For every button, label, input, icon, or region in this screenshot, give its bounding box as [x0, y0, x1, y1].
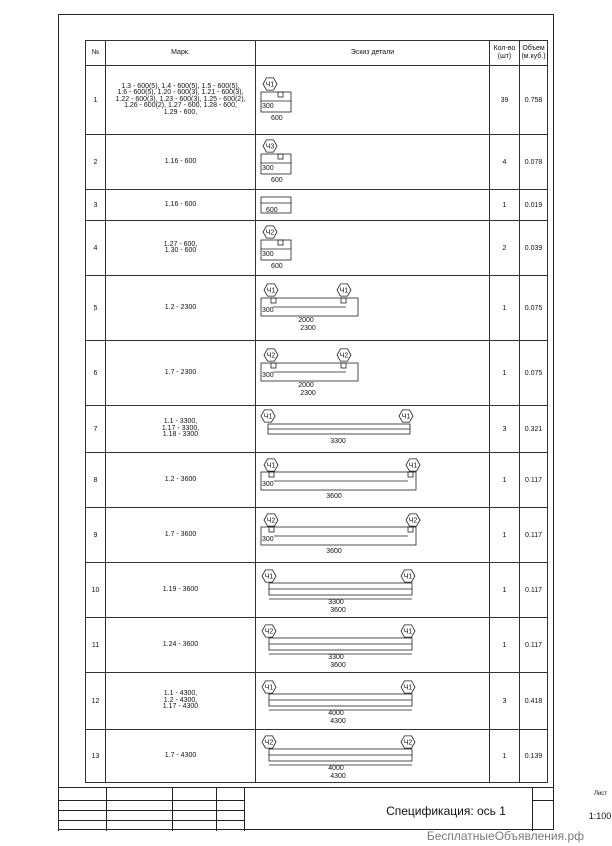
dim-2: 2300 — [300, 390, 316, 397]
sketch-tag-right: Ч2 — [408, 517, 418, 525]
sketch-cell — [256, 135, 490, 190]
mark-line: 1.1 - 3300, — [163, 418, 198, 426]
sketch-tag-left: Ч2 — [266, 352, 276, 360]
part-sketch — [256, 730, 490, 782]
mark-line: 1.30 - 600 — [164, 247, 197, 254]
sketch-tag-left: Ч1 — [264, 684, 274, 692]
sketch-tag-left: Ч2 — [264, 628, 274, 636]
mark-line: 1.26 - 600(2), 1.27 - 600, 1.28 - 600, — [124, 102, 237, 110]
mark-line: 1.24 - 3600 — [162, 640, 199, 648]
mark-cell — [106, 673, 256, 730]
sheet-scale: 1:100 — [588, 811, 612, 821]
mark-line: 1.2 - 2300 — [164, 303, 197, 311]
mark-line: 1.18 - 3300 — [162, 431, 199, 439]
dim-1: 3300 — [328, 654, 344, 661]
mark-line: 1.22 - 600(3), 1.23 - 600(3), 1.25 - 600(2), — [115, 95, 246, 103]
header-num: № — [86, 41, 106, 66]
table-row — [86, 135, 548, 190]
mark-cell — [106, 341, 256, 406]
title-block — [58, 787, 612, 831]
sketch-tag-right: Ч1 — [403, 684, 413, 692]
part-sketch — [256, 563, 490, 617]
row-number: 10 — [86, 563, 106, 618]
mark-line: 1.1 - 4300, — [163, 690, 198, 698]
row-number: 6 — [86, 341, 106, 406]
sketch-tag-left: Ч1 — [266, 462, 276, 470]
mark-cell — [106, 508, 256, 563]
mark-line: 1.3 - 600(5), 1.4 - 600(5), 1.5 - 600(5), — [121, 82, 240, 90]
dim-2: 2300 — [300, 325, 316, 332]
sketch-tag: Ч2 — [265, 229, 275, 237]
table-row — [86, 221, 548, 276]
sketch-cell — [256, 406, 490, 453]
sketch-tag-left: Ч1 — [263, 413, 273, 421]
volume-cell: 0.139 — [520, 730, 548, 783]
row-number: 8 — [86, 453, 106, 508]
sketch-cell — [256, 190, 490, 221]
dim-height: 300 — [262, 536, 274, 543]
quantity-cell: 4 — [490, 135, 520, 190]
volume-cell: 0.019 — [520, 190, 548, 221]
mark-cell — [106, 221, 256, 276]
sketch-tag-left: Ч2 — [266, 517, 276, 525]
mark-line: 1.7 - 2300 — [164, 368, 197, 376]
row-number: 1 — [86, 66, 106, 135]
quantity-cell: 1 — [490, 276, 520, 341]
quantity-cell: 1 — [490, 341, 520, 406]
header-mark: Марк. — [106, 41, 256, 66]
mark-cell — [106, 453, 256, 508]
volume-cell: 0.321 — [520, 406, 548, 453]
quantity-cell: 1 — [490, 508, 520, 563]
volume-cell: 0.117 — [520, 508, 548, 563]
header-sketch: Эскиз детали — [256, 41, 490, 66]
sheet-title: Спецификация: ось 1 — [386, 804, 506, 818]
dim-height: 300 — [262, 165, 274, 172]
table-row — [86, 276, 548, 341]
sketch-cell — [256, 618, 490, 673]
part-sketch — [256, 66, 490, 134]
sketch-cell — [256, 673, 490, 730]
table-row — [86, 618, 548, 673]
row-number: 3 — [86, 190, 106, 221]
dim-2: 4300 — [330, 773, 346, 780]
mark-line: 1.29 - 600, — [163, 108, 198, 116]
volume-cell: 0.117 — [520, 618, 548, 673]
quantity-cell: 1 — [490, 618, 520, 673]
sketch-tag-left: Ч1 — [264, 573, 274, 581]
row-number: 5 — [86, 276, 106, 341]
mark-cell — [106, 563, 256, 618]
dim-height: 300 — [262, 251, 274, 258]
row-number: 11 — [86, 618, 106, 673]
volume-cell: 0.078 — [520, 135, 548, 190]
quantity-cell: 1 — [490, 730, 520, 783]
dim-1: 3300 — [328, 599, 344, 606]
dim-1: 3600 — [326, 493, 342, 500]
dim-1: 4000 — [328, 765, 344, 772]
dim-1: 2000 — [298, 382, 314, 389]
sketch-cell — [256, 563, 490, 618]
dim-width: 600 — [266, 207, 278, 214]
mark-line: 1.16 - 600 — [164, 200, 197, 208]
sketch-cell — [256, 453, 490, 508]
mark-line: 1.17 - 4300 — [162, 703, 199, 711]
table-row — [86, 673, 548, 730]
volume-cell: 0.117 — [520, 563, 548, 618]
part-sketch — [256, 618, 490, 672]
sketch-tag-right: Ч1 — [339, 287, 349, 295]
quantity-cell: 1 — [490, 563, 520, 618]
dim-1: 4000 — [328, 710, 344, 717]
part-sketch — [256, 453, 490, 507]
row-number: 2 — [86, 135, 106, 190]
sketch-cell — [256, 66, 490, 135]
quantity-cell: 1 — [490, 190, 520, 221]
mark-line: 1.16 - 600 — [164, 157, 197, 165]
mark-line: 1.27 - 600, — [163, 240, 198, 248]
dim-height: 300 — [262, 103, 274, 110]
dim-1: 2000 — [298, 317, 314, 324]
mark-line: 1.2 - 3600 — [164, 475, 197, 483]
volume-cell: 0.075 — [520, 341, 548, 406]
mark-line: 1.19 - 3600 — [162, 585, 199, 593]
sketch-tag-right: Ч2 — [403, 739, 413, 747]
part-sketch — [256, 508, 490, 562]
part-sketch — [256, 406, 490, 452]
quantity-cell: 3 — [490, 673, 520, 730]
header-volume: Объем (м.куб.) — [520, 41, 548, 66]
dim-2: 4300 — [330, 718, 346, 725]
part-sketch — [256, 135, 490, 189]
table-row — [86, 66, 548, 135]
volume-cell: 0.117 — [520, 453, 548, 508]
sketch-tag-right: Ч1 — [401, 413, 411, 421]
table-row — [86, 190, 548, 221]
dim-width: 600 — [271, 115, 283, 122]
mark-line: 1.2 - 4300, — [163, 696, 198, 704]
sketch-cell — [256, 341, 490, 406]
volume-cell: 0.758 — [520, 66, 548, 135]
dim-height: 300 — [262, 372, 274, 379]
sketch-tag-right: Ч1 — [408, 462, 418, 470]
sketch-cell — [256, 730, 490, 783]
table-header-row — [86, 41, 548, 66]
table-row — [86, 563, 548, 618]
sketch-tag: Ч3 — [265, 143, 275, 151]
dim-height: 300 — [262, 481, 274, 488]
dim-2: 3600 — [330, 607, 346, 614]
part-sketch — [256, 341, 490, 405]
dim-width: 600 — [271, 177, 283, 184]
sketch-cell — [256, 508, 490, 563]
table-row — [86, 453, 548, 508]
volume-cell: 0.039 — [520, 221, 548, 276]
table-row — [86, 406, 548, 453]
mark-line: 1.6 - 600(5), 1.20 - 600(3), 1.21 - 600(3), — [117, 89, 244, 97]
dim-2: 3600 — [330, 662, 346, 669]
mark-cell — [106, 66, 256, 135]
sketch-cell — [256, 221, 490, 276]
sketch-tag-left: Ч1 — [266, 287, 276, 295]
mark-cell — [106, 730, 256, 783]
sketch-tag-left: Ч2 — [264, 739, 274, 747]
part-sketch — [256, 190, 490, 220]
row-number: 7 — [86, 406, 106, 453]
quantity-cell: 1 — [490, 453, 520, 508]
header-qty: Кол-во (шт) — [490, 41, 520, 66]
mark-line: 1.17 - 3300, — [161, 424, 200, 432]
sketch-tag: Ч1 — [265, 81, 275, 89]
table-row — [86, 730, 548, 783]
row-number: 13 — [86, 730, 106, 783]
quantity-cell: 2 — [490, 221, 520, 276]
mark-cell — [106, 618, 256, 673]
part-sketch — [256, 276, 490, 340]
volume-cell: 0.075 — [520, 276, 548, 341]
row-number: 12 — [86, 673, 106, 730]
sheet-label: Лист — [594, 791, 608, 797]
volume-cell: 0.418 — [520, 673, 548, 730]
mark-cell — [106, 406, 256, 453]
quantity-cell: 39 — [490, 66, 520, 135]
mark-line: 1.7 - 4300 — [164, 751, 197, 759]
row-number: 4 — [86, 221, 106, 276]
dim-width: 600 — [271, 263, 283, 270]
part-sketch — [256, 221, 490, 275]
sketch-tag-right: Ч1 — [403, 573, 413, 581]
mark-cell — [106, 276, 256, 341]
sketch-tag-right: Ч2 — [339, 352, 349, 360]
mark-line: 1.7 - 3600 — [164, 530, 197, 538]
part-sketch — [256, 673, 490, 729]
dim-1: 3300 — [330, 438, 346, 445]
mark-cell — [106, 135, 256, 190]
quantity-cell: 3 — [490, 406, 520, 453]
specification-table — [85, 40, 548, 783]
table-row — [86, 508, 548, 563]
mark-cell — [106, 190, 256, 221]
row-number: 9 — [86, 508, 106, 563]
watermark: БесплатныеОбъявления.рф — [426, 829, 584, 843]
sketch-cell — [256, 276, 490, 341]
dim-1: 3600 — [326, 548, 342, 555]
table-row — [86, 341, 548, 406]
dim-height: 300 — [262, 307, 274, 314]
sketch-tag-right: Ч1 — [403, 628, 413, 636]
